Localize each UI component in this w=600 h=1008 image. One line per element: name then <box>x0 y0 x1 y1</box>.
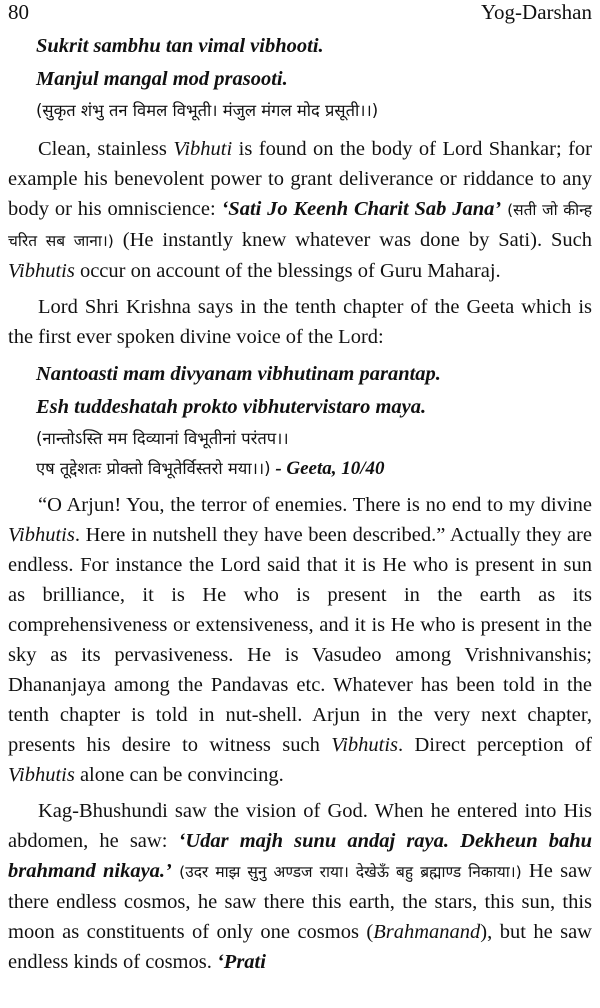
paragraph <box>8 134 592 286</box>
italic-term: Brahmanand <box>373 921 481 943</box>
italic-term: Vibhutis <box>8 524 75 546</box>
inline-devanagari: (उदर माझ सुनु अण्डज राया। देखेऊँ बहु ब्रह्माण्ड निकाया।) <box>179 863 522 881</box>
quoted-verse: ‘Prati <box>216 951 266 973</box>
paragraph <box>8 796 592 977</box>
running-title: Yog-Darshan <box>480 0 592 24</box>
verse-block-1 <box>8 30 592 126</box>
page-number: 80 <box>8 0 29 24</box>
text-run: alone can be convincing. <box>74 764 284 786</box>
verse-block-2 <box>8 358 592 484</box>
quoted-verse: ‘Sati Jo Keenh Charit Sab Jana’ <box>221 198 502 220</box>
page-header <box>8 0 592 28</box>
verse-line: Sukrit sambhu tan vimal vibhooti. <box>36 35 324 57</box>
devanagari-text: एष तूद्देशतः प्रोक्तो विभूतेर्विस्तरो मया।।) <box>36 459 271 478</box>
text-run: . Direct perception of <box>398 734 593 756</box>
verse-devanagari: (नान्तोऽस्ति मम दिव्यानां विभूतीनां परंतप।। <box>36 429 289 448</box>
verse-line: Manjul mangal mod prasooti. <box>36 68 288 90</box>
paragraph: Lord Shri Krishna says in the tenth chapter of the Geeta which is the first ever spoken divine voice of the Lord: <box>8 296 592 348</box>
text-run: Clean, stainless <box>38 138 174 160</box>
verse-reference: - Geeta, 10/40 <box>270 458 385 479</box>
text-run: He saw there endless cosmos, he saw there this earth, the stars, this sun, this moon as constituents of only one cosmos ( <box>8 860 592 943</box>
text-run: ), but he saw endless kinds of cosmos. <box>8 921 592 973</box>
text-run: (He instantly knew whatever was done by Sati). Such <box>113 229 592 251</box>
text-run: is found on the body of Lord Shankar; for example his benevolent power to grant deliverance or riddance to any body or his omniscience: <box>8 138 592 220</box>
text-run: Kag-Bhushundi saw the vision of God. When he entered into His abdomen, he saw: <box>8 800 592 852</box>
text-run: occur on account of the blessings of Guru Maharaj. <box>74 260 501 282</box>
verse-devanagari <box>8 454 592 484</box>
inline-devanagari: (सती जो कीन्ह चरित सब जाना।) <box>8 201 592 250</box>
verse-line: Esh tuddeshatah prokto vibhutervistaro maya. <box>36 396 427 418</box>
verse-devanagari: (सुकृत शंभु तन विमल विभूती। मंजुल मंगल मोद प्रसूती।।) <box>36 101 379 120</box>
italic-term: Vibhutis <box>8 260 75 282</box>
paragraph <box>8 490 592 790</box>
quoted-verse: ‘Udar majh sunu andaj raya. Dekheun bahu brahmand nikaya.’ <box>8 830 592 882</box>
page-content <box>8 30 592 977</box>
italic-term: Vibhutis <box>331 734 399 756</box>
italic-term: Vibhuti <box>173 138 233 160</box>
italic-term: Vibhutis <box>8 764 75 786</box>
text-run: . Here in nutshell they have been described.” Actually they are endless. For instance the Lord said that it is He who is present in sun as brilliance, it is He who is present in the earth as its comprehensiveness or extensiveness, and it is He who is present in the sky as its pervasiveness. He is Vasudeo among Vrishnivanshis; Dhananjaya among the Pandavas etc. Whatever has been told in the tenth chapter is told in nut-shell. Arjun in the very next chapter, presents his desire to witness such <box>8 524 592 756</box>
verse-line: Nantoasti mam divyanam vibhutinam parantap. <box>36 363 441 385</box>
text-run: “O Arjun! You, the terror of enemies. There is no end to my divine <box>38 494 592 516</box>
